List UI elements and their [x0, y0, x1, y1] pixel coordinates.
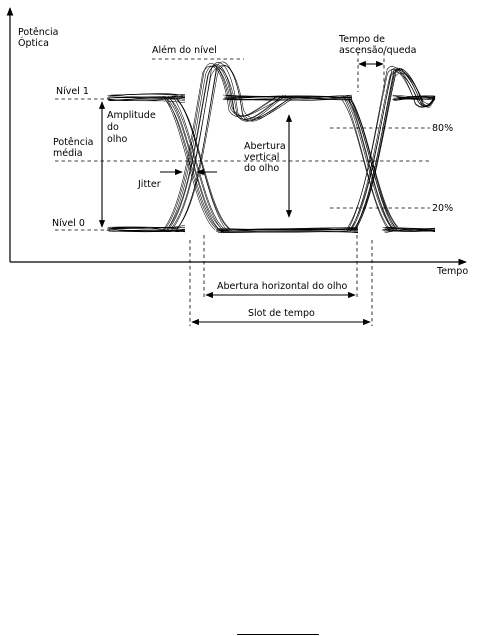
- trace-fall-left: [177, 100, 229, 228]
- rise-time-label-line1: Tempo de: [339, 34, 386, 45]
- y-axis-label-line2: Óptica: [18, 38, 49, 49]
- trace-high-left: [110, 101, 185, 103]
- time-slot-label: Slot de tempo: [248, 308, 315, 319]
- horizontal-opening-label: Abertura horizontal do olho: [217, 281, 348, 292]
- average-power-label-line1: Potência: [53, 137, 94, 148]
- trace-fall-left: [163, 97, 215, 230]
- eye-amplitude-label-line1: Amplitude: [107, 110, 156, 121]
- trace-rise-right: [354, 69, 435, 231]
- vertical-opening-label-line3: do olho: [244, 163, 280, 174]
- vertical-opening-label-line2: vertical: [244, 152, 280, 163]
- level1-label: Nível 1: [56, 86, 89, 97]
- level0-label: Nível 0: [52, 218, 85, 229]
- y-axis-label-line1: Potência: [18, 27, 59, 38]
- footer-rule: [237, 634, 319, 635]
- rise-time-label-line2: ascensão/queda: [339, 45, 417, 56]
- overshoot-label: Além do nível: [152, 45, 217, 56]
- trace-rise-right: [350, 70, 435, 231]
- jitter-label: Jitter: [138, 179, 161, 190]
- average-power-label-line2: média: [53, 148, 83, 159]
- eye-amplitude-label-line3: olho: [107, 134, 128, 145]
- x-axis-label: Tempo: [437, 266, 469, 277]
- ref-20-label: 20%: [432, 203, 454, 214]
- eye-amplitude-label-line2: do: [107, 122, 119, 133]
- ref-80-label: 80%: [432, 123, 454, 134]
- vertical-opening-label-line1: Abertura: [244, 141, 286, 152]
